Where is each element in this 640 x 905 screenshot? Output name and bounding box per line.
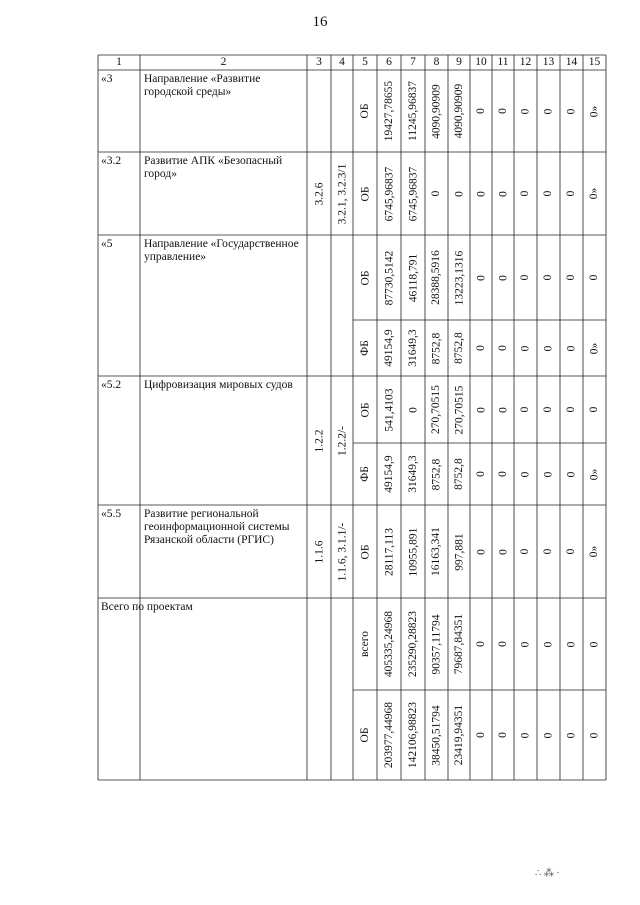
- value-cell: 0: [565, 641, 577, 647]
- value-cell: 0»: [588, 468, 600, 480]
- value-cell: 0: [565, 108, 577, 114]
- row-ref-col4: 1.1.6, 3.1.1/-: [336, 522, 348, 581]
- value-cell: 46118,791: [407, 253, 419, 302]
- value-cell: 0: [475, 108, 487, 114]
- value-cell: 0: [497, 641, 509, 647]
- margin-mark: ∴ ⁂ ·: [535, 868, 560, 879]
- value-cell: 79687,84351: [453, 613, 465, 675]
- page-number: 16: [312, 14, 328, 30]
- value-cell: 0: [542, 641, 554, 647]
- value-cell: 0: [542, 274, 554, 281]
- value-cell: 0: [497, 190, 509, 197]
- header-cell: 15: [588, 56, 601, 68]
- value-cell: 0: [475, 274, 487, 281]
- value-cell: 23419,94351: [453, 704, 465, 766]
- value-cell: 0: [542, 548, 554, 555]
- value-cell: 28388,5916: [430, 250, 442, 305]
- value-cell: 0: [497, 108, 509, 114]
- value-cell: 49154,9: [383, 455, 395, 493]
- value-cell: 0: [475, 406, 487, 413]
- value-cell: 31649,3: [407, 455, 419, 493]
- header-cell: 8: [433, 56, 440, 68]
- value-cell: 0: [497, 471, 509, 477]
- value-cell: 0: [475, 471, 487, 477]
- value-cell: 0: [497, 345, 509, 351]
- row-ref-col3: 1.1.6: [313, 540, 325, 563]
- header-cell: 7: [410, 56, 416, 68]
- header-cell: 10: [475, 56, 487, 68]
- header-cell: 3: [316, 56, 322, 68]
- value-cell: 0: [519, 406, 531, 413]
- value-cell: 0»: [588, 187, 600, 200]
- row-ref-col4: 1.2.2/-: [336, 425, 348, 456]
- value-cell: 0»: [588, 342, 600, 354]
- value-cell: 0: [588, 732, 600, 738]
- row-code: «3: [101, 73, 113, 85]
- value-cell: 203977,44968: [383, 701, 395, 769]
- value-cell: 0: [475, 548, 487, 555]
- value-cell: ОБ: [359, 186, 371, 201]
- value-cell: 0: [588, 406, 600, 413]
- value-cell: 90357,11794: [430, 614, 442, 674]
- row-name: Направление «Развитие городской среды»: [144, 73, 261, 98]
- header-cell: 4: [339, 56, 345, 68]
- row-name: Направление «Государственное управление»: [144, 238, 299, 263]
- row-ref-col3: 1.2.2: [313, 429, 325, 452]
- row-name: Цифровизация мировых судов: [144, 379, 293, 391]
- value-cell: 0: [497, 732, 509, 738]
- value-cell: 0: [542, 190, 554, 197]
- value-cell: 0: [475, 190, 487, 197]
- value-cell: 0: [565, 274, 577, 281]
- value-cell: 38450,51794: [430, 704, 442, 766]
- value-cell: 8752,8: [453, 332, 465, 364]
- value-cell: 0: [565, 406, 577, 413]
- value-cell: 19427,78655: [383, 80, 395, 142]
- value-cell: 0: [565, 345, 577, 351]
- value-cell: 0: [453, 190, 465, 197]
- value-cell: 541,4103: [383, 387, 395, 432]
- value-cell: 0: [519, 190, 531, 197]
- value-cell: ОБ: [359, 103, 371, 119]
- row-code: «5.2: [101, 379, 122, 391]
- header-cell: 1: [116, 56, 122, 68]
- value-cell: 49154,9: [383, 329, 395, 367]
- value-cell: 4090,90909: [430, 83, 442, 139]
- value-cell: 0: [565, 190, 577, 197]
- value-cell: 0: [519, 274, 531, 281]
- value-cell: 31649,3: [407, 329, 419, 367]
- value-cell: 0: [475, 345, 487, 351]
- value-cell: 6745,96837: [407, 166, 419, 221]
- value-cell: 0: [588, 641, 600, 647]
- value-cell: 8752,8: [453, 458, 465, 490]
- value-cell: 235290,28823: [407, 610, 419, 678]
- value-cell: 0»: [588, 105, 600, 117]
- value-cell: 997,881: [453, 532, 465, 571]
- value-cell: 0»: [588, 545, 600, 558]
- header-cell: 11: [497, 56, 509, 68]
- value-cell: 0: [542, 108, 554, 114]
- value-cell: 0: [565, 471, 577, 477]
- header-cell: 2: [220, 56, 227, 68]
- value-cell: 0: [519, 732, 531, 738]
- row-code: «5.5: [101, 508, 122, 520]
- value-cell: 0: [407, 406, 419, 413]
- value-cell: 0: [565, 548, 577, 555]
- value-cell: 0: [497, 274, 509, 281]
- value-cell: 0: [497, 406, 509, 413]
- value-cell: 0: [542, 471, 554, 477]
- header-cell: 6: [386, 56, 392, 68]
- header-cell: 14: [565, 56, 578, 68]
- value-cell: ОБ: [359, 544, 371, 559]
- header-cell: 13: [542, 56, 555, 68]
- value-cell: 6745,96837: [383, 166, 395, 221]
- value-cell: 13223,1316: [453, 250, 465, 305]
- value-cell: 0: [519, 345, 531, 351]
- value-cell: 28117,113: [383, 527, 395, 576]
- row-ref-col4: 3.2.1, 3.2.3/1: [336, 163, 348, 224]
- value-cell: 0: [430, 190, 442, 197]
- value-cell: 87730,5142: [383, 250, 395, 305]
- row-name: Всего по проектам: [101, 601, 193, 613]
- header-cell: 5: [362, 56, 368, 68]
- value-cell: всего: [359, 631, 371, 657]
- value-cell: 0: [475, 732, 487, 738]
- value-cell: 0: [542, 406, 554, 413]
- value-cell: ОБ: [359, 402, 371, 417]
- value-cell: 142106,98823: [407, 701, 419, 769]
- value-cell: 405335,24968: [383, 610, 395, 678]
- value-cell: 0: [588, 274, 600, 281]
- row-code: «3.2: [101, 155, 122, 167]
- value-cell: ОБ: [359, 270, 371, 285]
- value-cell: 11245,96837: [407, 81, 419, 141]
- value-cell: 0: [519, 108, 531, 114]
- value-cell: ФБ: [359, 466, 371, 482]
- row-ref-col3: 3.2.6: [313, 182, 325, 205]
- row-name: Развитие региональной геоинформационной системы Рязанской области (РГИС): [144, 508, 290, 546]
- header-cell: 9: [456, 56, 462, 68]
- value-cell: 0: [475, 641, 487, 647]
- value-cell: 4090,90909: [453, 83, 465, 139]
- value-cell: 0: [497, 548, 509, 555]
- value-cell: 0: [519, 548, 531, 555]
- value-cell: 0: [565, 732, 577, 738]
- value-cell: 10955,891: [407, 527, 419, 576]
- row-name: Развитие АПК «Безопасный город»: [144, 155, 283, 180]
- value-cell: 0: [519, 641, 531, 647]
- value-cell: 270,70515: [430, 385, 442, 434]
- value-cell: ОБ: [359, 727, 371, 743]
- row-code: «5: [101, 238, 113, 250]
- value-cell: 0: [542, 345, 554, 351]
- value-cell: 8752,8: [430, 458, 442, 490]
- header-cell: 12: [519, 56, 532, 68]
- value-cell: 0: [519, 471, 531, 477]
- value-cell: 270,70515: [453, 385, 465, 434]
- value-cell: 0: [542, 732, 554, 738]
- value-cell: 8752,8: [430, 332, 442, 364]
- value-cell: ФБ: [359, 340, 371, 356]
- value-cell: 16163,341: [430, 527, 442, 576]
